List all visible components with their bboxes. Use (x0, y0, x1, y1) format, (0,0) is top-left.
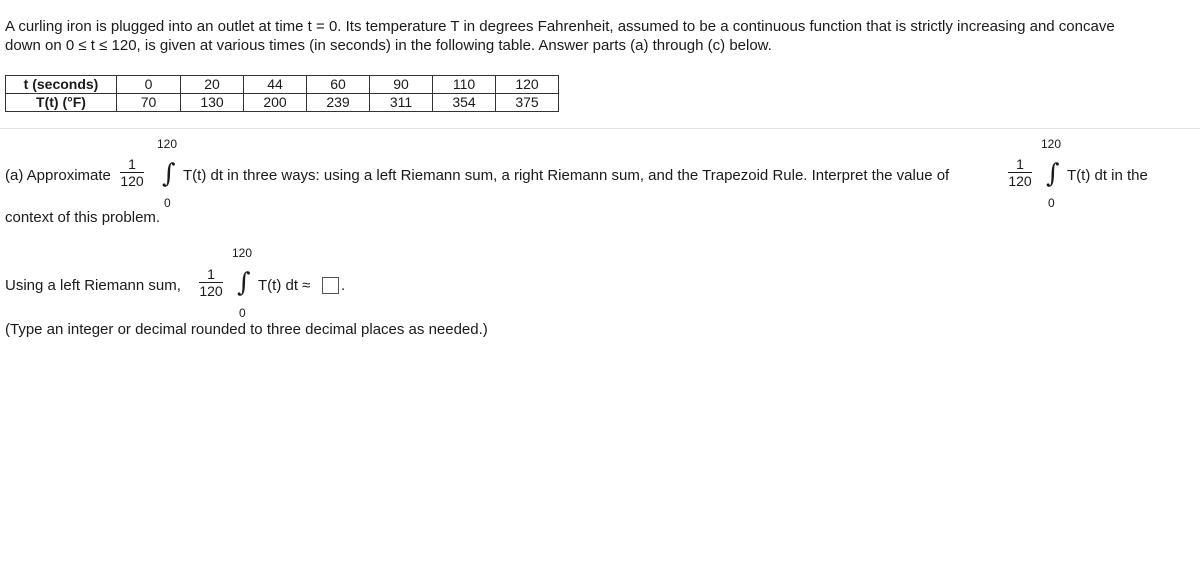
part-a-middle-text: T(t) dt in three ways: using a left Riemann sum, a right Riemann sum, and the Trapezoid Rule. Interpret the value of (183, 167, 950, 184)
intro-line-2: down on 0 ≤ t ≤ 120, is given at various times (in seconds) in the following table. Answer parts (a) through (c) below. (5, 37, 772, 54)
section-divider (0, 128, 1200, 129)
integral-fraction-3 (199, 266, 223, 299)
table-cell: 44 (244, 76, 307, 94)
integral-sign: ∫ (237, 268, 251, 298)
table-header-time: t (seconds) (6, 76, 117, 94)
fraction-numerator: 1 (128, 156, 136, 172)
table-cell: 70 (117, 94, 181, 112)
integral-upper-limit: 120 (232, 246, 253, 260)
part-a-label: (a) Approximate (5, 167, 111, 184)
left-sum-period: . (341, 277, 346, 294)
fraction-numerator: 1 (207, 266, 215, 282)
left-sum-integrand: T(t) dt ≈ (258, 277, 311, 294)
fraction-denominator: 120 (1008, 173, 1032, 189)
table-cell: 200 (244, 94, 307, 112)
table-cell: 311 (370, 94, 433, 112)
integral-fraction-1 (120, 156, 144, 189)
integral-fraction-2 (1008, 156, 1032, 189)
part-a-end-text: T(t) dt in the (1067, 167, 1148, 184)
table-cell: 354 (433, 94, 496, 112)
problem-intro (5, 17, 1195, 55)
table-row-temperature (6, 94, 559, 112)
temperature-table (5, 75, 559, 112)
left-sum-answer-input[interactable] (322, 277, 339, 294)
integral-lower-limit: 0 (239, 306, 246, 320)
fraction-denominator: 120 (199, 283, 223, 299)
integral-upper-limit: 120 (157, 137, 178, 151)
table-cell: 90 (370, 76, 433, 94)
table-cell: 110 (433, 76, 496, 94)
table-row-time (6, 76, 559, 94)
table-cell: 0 (117, 76, 181, 94)
table-cell: 120 (496, 76, 559, 94)
answer-format-hint: (Type an integer or decimal rounded to three decimal places as needed.) (5, 321, 488, 338)
part-a-context-text: context of this problem. (5, 209, 161, 226)
fraction-numerator: 1 (1016, 156, 1024, 172)
table-cell: 239 (307, 94, 370, 112)
left-sum-prefix: Using a left Riemann sum, (5, 277, 181, 294)
intro-line-1: A curling iron is plugged into an outlet at time t = 0. Its temperature T in degrees Fahrenheit, assumed to be a continuous function that is strictly increasing and concave (5, 18, 1115, 35)
integral-upper-limit: 120 (1041, 137, 1062, 151)
integral-lower-limit: 0 (1048, 196, 1055, 210)
integral-sign: ∫ (162, 159, 176, 189)
integral-lower-limit: 0 (164, 196, 171, 210)
table-cell: 20 (181, 76, 244, 94)
integral-sign: ∫ (1046, 159, 1060, 189)
table-cell: 60 (307, 76, 370, 94)
fraction-denominator: 120 (120, 173, 144, 189)
table-cell: 130 (181, 94, 244, 112)
table-cell: 375 (496, 94, 559, 112)
table-header-temperature: T(t) (°F) (6, 94, 117, 112)
